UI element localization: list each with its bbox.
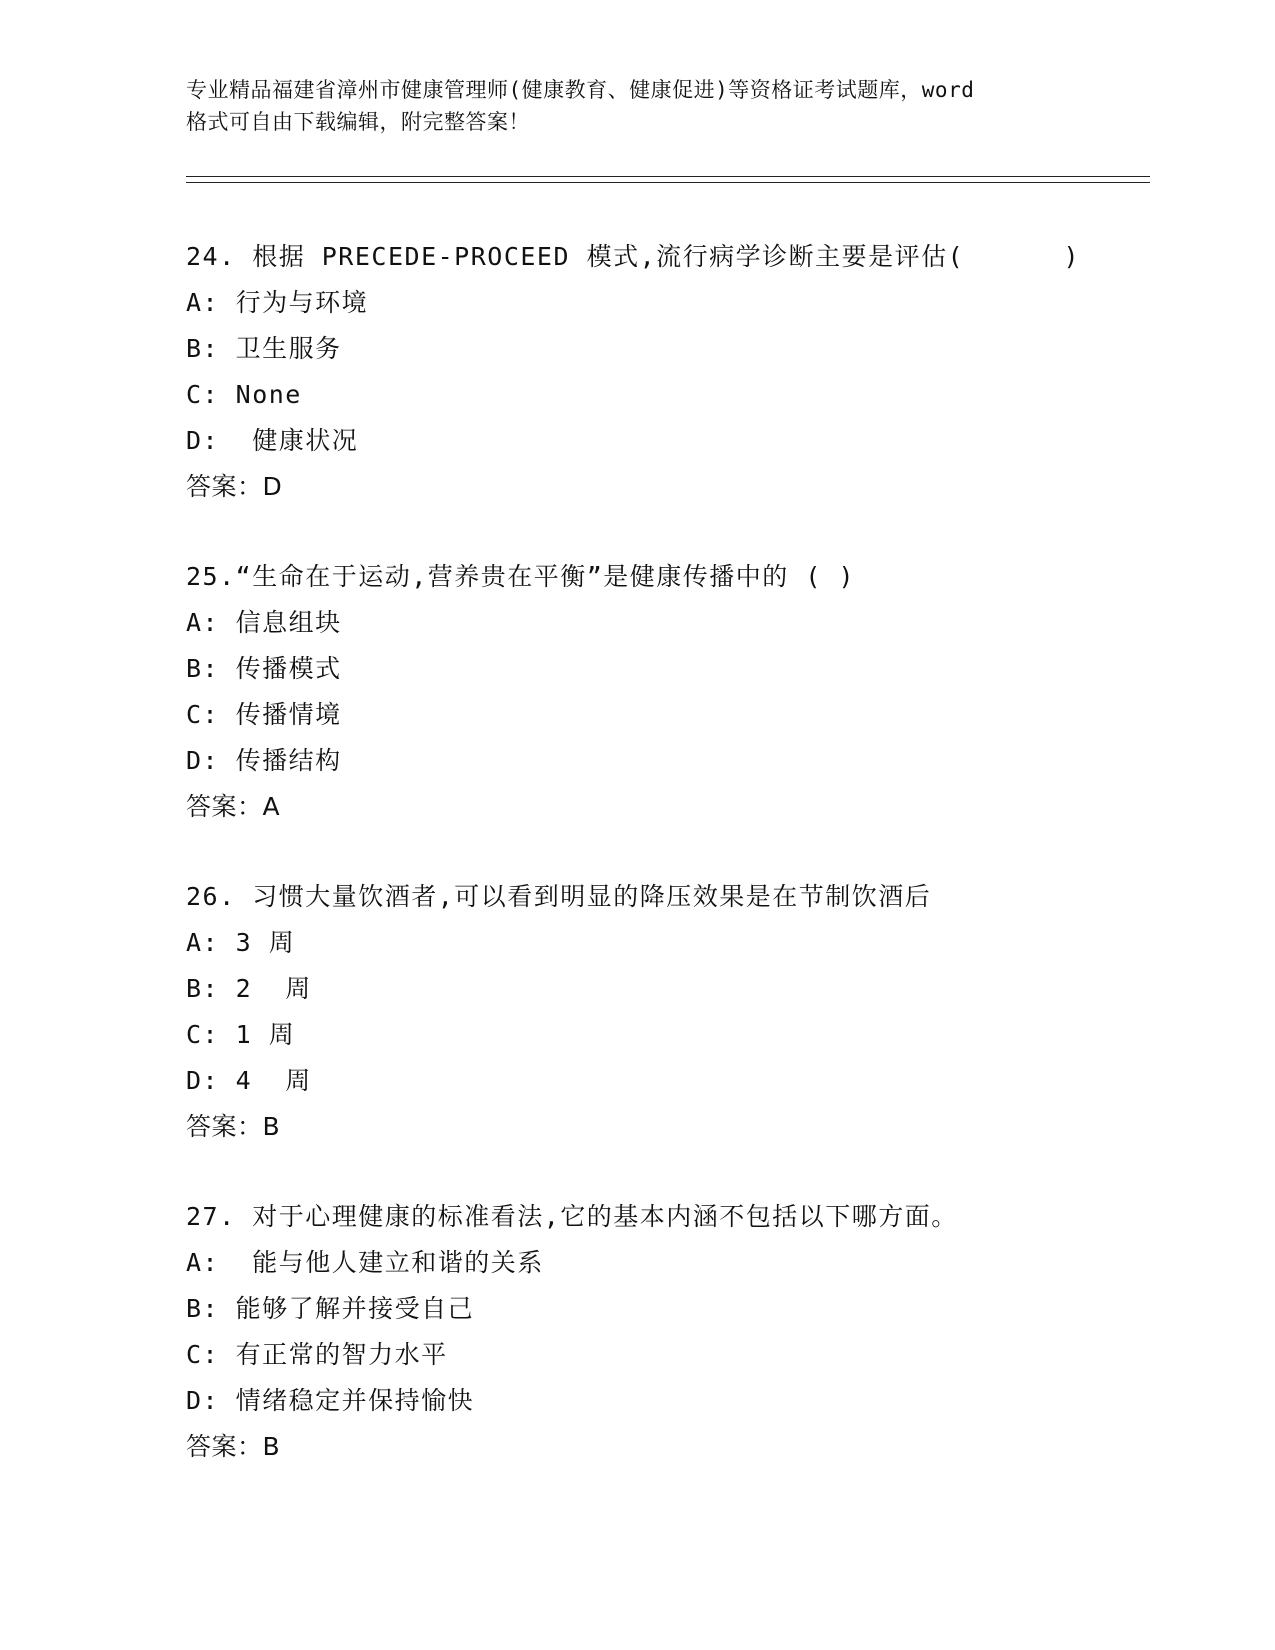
question-27 (186, 1194, 1146, 1470)
question-stem: 26. 习惯大量饮酒者,可以看到明显的降压效果是在节制饮酒后 (186, 882, 932, 911)
option-c: C: 有正常的智力水平 (186, 1340, 448, 1369)
question-stem: 25.“生命在于运动,营养贵在平衡”是健康传播中的 ( ) (186, 562, 856, 591)
option-d: D: 传播结构 (186, 746, 342, 775)
option-b: B: 卫生服务 (186, 334, 342, 363)
option-b: B: 传播模式 (186, 654, 342, 683)
option-d: D: 健康状况 (186, 426, 359, 455)
header-divider-bottom (186, 182, 1150, 183)
document-header (186, 74, 1116, 138)
answer: 答案：B (186, 1112, 281, 1141)
option-a: A: 能与他人建立和谐的关系 (186, 1248, 544, 1277)
question-stem: 24. 根据 PRECEDE-PROCEED 模式,流行病学诊断主要是评估( ) (186, 242, 1081, 271)
answer: 答案：B (186, 1432, 281, 1461)
header-divider-top (186, 176, 1150, 177)
header-line-2: 格式可自由下载编辑，附完整答案！ (186, 110, 530, 134)
question-25 (186, 554, 1146, 830)
question-stem: 27. 对于心理健康的标准看法,它的基本内涵不包括以下哪方面。 (186, 1202, 958, 1231)
option-b: B: 2 周 (186, 974, 312, 1003)
option-d: D: 4 周 (186, 1066, 312, 1095)
header-line-1: 专业精品福建省漳州市健康管理师(健康教育、健康促进)等资格证考试题库，word (186, 78, 975, 102)
option-a: A: 行为与环境 (186, 288, 369, 317)
question-26 (186, 874, 1146, 1150)
option-c: C: 传播情境 (186, 700, 342, 729)
option-a: A: 3 周 (186, 928, 296, 957)
option-a: A: 信息组块 (186, 608, 342, 637)
question-24 (186, 234, 1146, 510)
answer: 答案：D (186, 472, 283, 501)
option-c: C: 1 周 (186, 1020, 296, 1049)
option-b: B: 能够了解并接受自己 (186, 1294, 475, 1323)
answer: 答案：A (186, 792, 281, 821)
option-c: C: None (186, 380, 302, 409)
option-d: D: 情绪稳定并保持愉快 (186, 1386, 475, 1415)
